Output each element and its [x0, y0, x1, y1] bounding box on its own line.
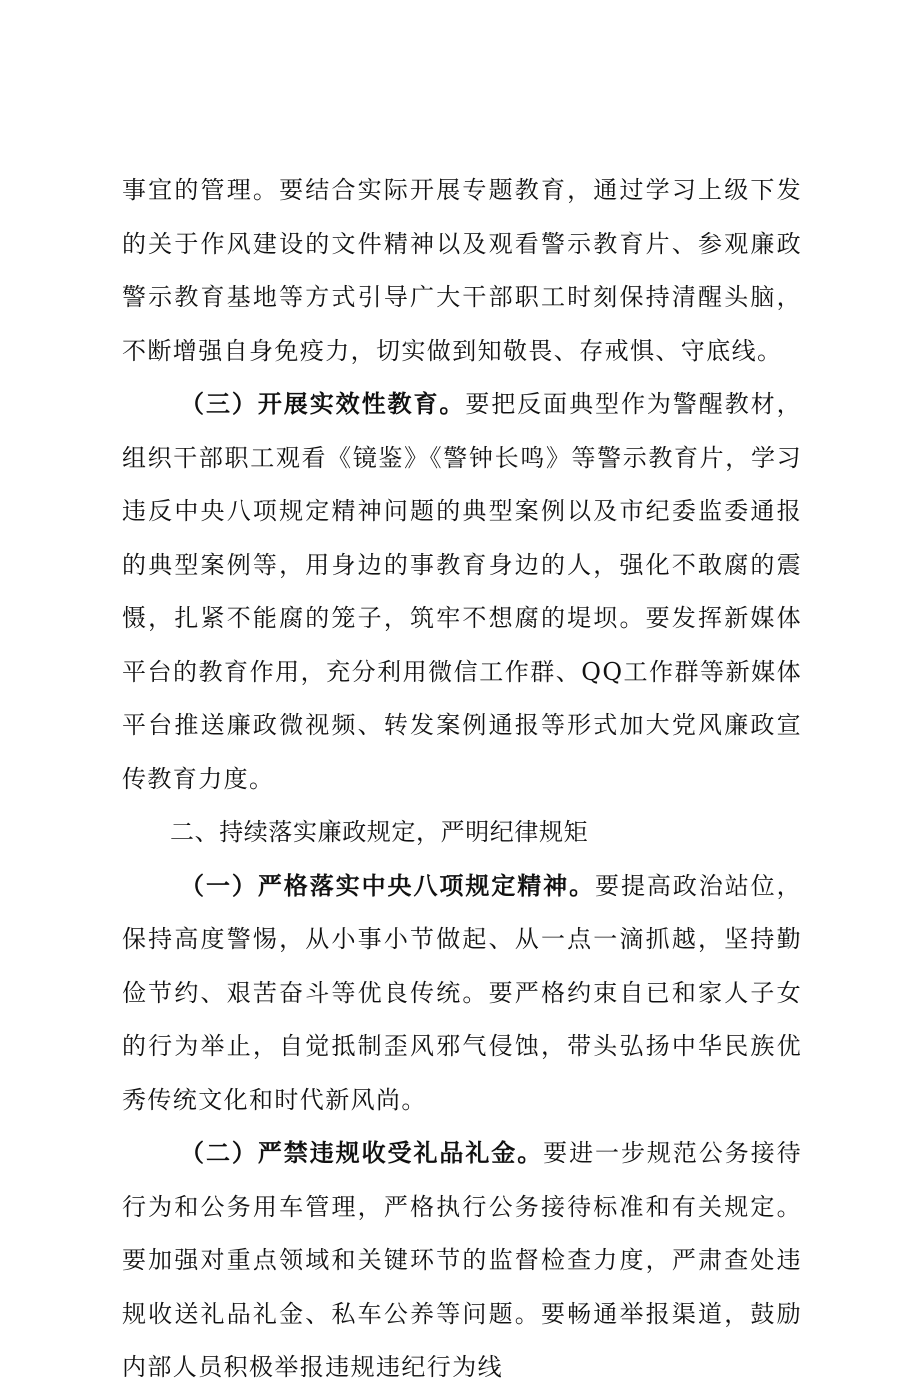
paragraph-text: 要把反面典型作为警醒教材，组织干部职工观看《镜鉴》《警钟长鸣》等警示教育片，学习违反中央八项规定精神问题的典型案例以及市纪委监委通报的典型案例等，用身边的事教育身边的人，强化不敢腐的震慑，扎紧不能腐的笼子，筑牢不想腐的堤坝。要发挥新媒体平台的教育作用，充分利用微信工作群、QQ工作群等新媒体平台推送廉政微视频、转发案例通报等形式加大党风廉政宣传教育力度。: [122, 390, 802, 793]
paragraph-lead: （一）严格落实中央八项规定精神。: [180, 871, 596, 900]
paragraph-text: 事宜的管理。要结合实际开展专题教育，通过学习上级下发的关于作风建设的文件精神以及观看警示教育片、参观廉政警示教育基地等方式引导广大干部职工时刻保持清醒头脑，不断增强自身免疫力，切实做到知敬畏、存戒惧、守底线。: [122, 176, 802, 365]
paragraph-text: 要提高政治站位，保持高度警惕，从小事小节做起、从一点一滴抓越，坚持勤俭节约、艰苦奋斗等优良传统。要严格约束自已和家人子女的行为举止，自觉抵制歪风邪气侵蚀，带头弘扬中华民族优秀传统文化和时代新风尚。: [122, 871, 803, 1114]
paragraph-text: 要进一步规范公务接待行为和公务用车管理，严格执行公务接待标准和有关规定。要加强对重点领域和关键环节的监督检查力度，严肃查处违规收送礼品礼金、私车公养等问题。要畅通举报渠道，鼓励内部人员积极举报违规违纪行为线: [122, 1139, 803, 1381]
paragraph-section-1: [122, 860, 802, 1128]
paragraph-section-3: [122, 378, 802, 806]
paragraph-lead: （三）开展实效性教育。: [180, 390, 466, 418]
paragraph-lead: （二）严禁违规收受礼品礼金。: [180, 1139, 544, 1167]
paragraph-section-2: [122, 1127, 802, 1395]
document-body: [122, 164, 802, 1395]
section-heading: 二、持续落实廉政规定，严明纪律规矩: [170, 818, 589, 846]
paragraph-continuation: [122, 164, 802, 378]
